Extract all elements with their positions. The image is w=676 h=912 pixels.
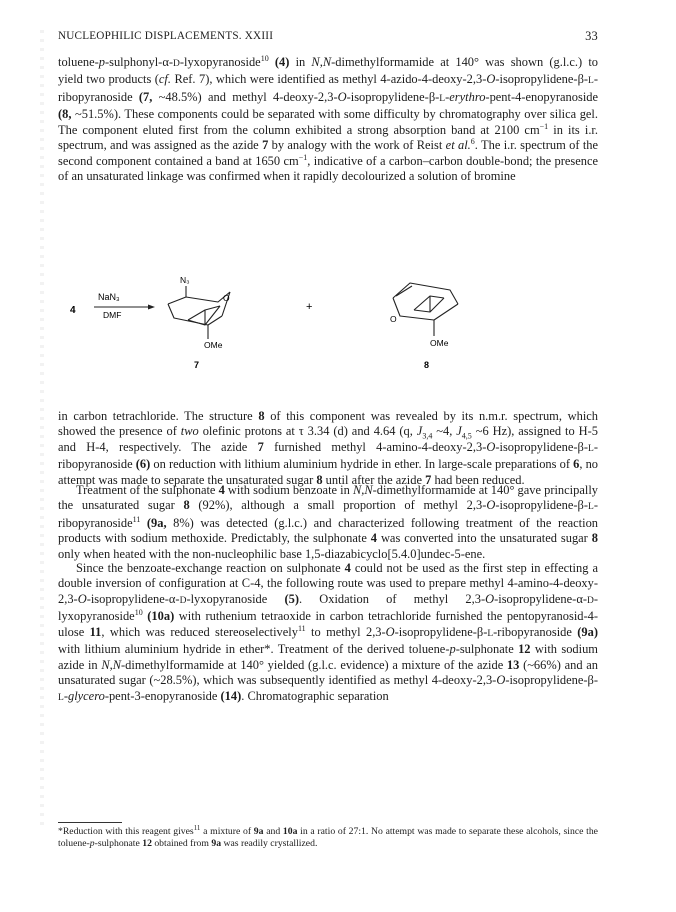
compound-ref: (4) — [274, 55, 290, 69]
reaction-scheme — [58, 268, 598, 386]
product-7-label: 7 — [194, 360, 200, 370]
scan-binding-edge — [40, 30, 44, 830]
paragraph-1: toluene-p-sulphonyl-α-D-lyxopyranoside$^{10}$ (4) in N,N-dimethylformamide at 140° was shown (g.l.c.) to yield two products (cf. Ref. 7), which were identified as methyl 4-azido-4-deoxy-2,3-O-isopropylidene-β-L-ribopyranoside (7, ~48.5%) and methyl 4-deoxy-2,3-O-isopropylidene-β-L-erythro-pent-4-enopyranoside (8, ~51.5%). These components could be separated with some difficulty by chromatography over silica gel. The component eluted first from the column exhibited a strong absorption band at 2100 $cm^{-1}$ in its i.r. spectrum, and was assigned as the azide 7 by analogy with the work of Reist et al.$^6$. The i.r. spectrum of the second component contained a band at 1650 $cm^{-1}$, indicative of a carbon–carbon double-bond; the presence of an unsaturated linkage was confirmed when it rapidly decolourized a solution of bromine — [58, 53, 599, 184]
paragraph-3: Treatment of the sulphonate 4 with sodium benzoate in N,N-dimethylformamide at 140° gave principally the unsaturated sugar 8 (92%), although a small proportion of methyl 2,3-O-isopropylidene-β-L-ribopyranoside$^{11}$ (9a, 8%) was detected (g.l.c.) and characterized following treatment of the reaction products with sodium methoxide. Predictably, the sulphonate 4 was converted into the unsaturated sugar 8 only when heated with the non-nucleophilic base 1,5-diazabicyclo[5.4.0]undec-5-ene. — [58, 483, 599, 561]
unsaturated-8-structure — [393, 283, 458, 336]
running-head-title: NUCLEOPHILIC DISPLACEMENTS. XXIII — [58, 30, 274, 42]
page-number: 33 — [585, 29, 598, 43]
ome-label-7: OMe — [204, 340, 223, 350]
paragraph-2: in carbon tetrachloride. The structure 8 of this component was revealed by its n.m.r. spectrum, which showed the presence of two olefinic protons at τ 3.34 (d) and 4.64 (q, $J_{3,4}$ ~4, $J_{4,5}$ ~6 Hz), assigned to H-5 and H-4, respectively. The azide 7 furnished methyl 4-amino-4-deoxy-2,3-O-isopropylidene-β-L-ribopyranoside (6) on reduction with lithium aluminium hydride in ether. In large-scale preparations of 6, no attempt was made to separate the unsaturated sugar 8 until after the azide 7 had been reduced. — [58, 409, 599, 487]
azide-7-structure — [168, 286, 230, 339]
ring-oxygen-label-8: O — [390, 314, 397, 324]
paragraph-4: Since the benzoate-exchange reaction on sulphonate 4 could not be used as the first step in effecting a double inversion of configuration at C-4, the following route was used to prepare methyl 4-amino-4-deoxy-2,3-O-isopropylidene-α-D-lyxopyranoside (5). Oxidation of methyl 2,3-O-isopropylidene-α-D-lyxopyranoside$^{10}$ (10a) with ruthenium tetraoxide in carbon tetrachloride furnished the pentopyranosid-4-ulose 11, which was reduced stereoselectively$^{11}$ to methyl 2,3-O-isopropylidene-β-L-ribopyranoside (9a) with lithium aluminium hydride in ether*. Treatment of the derived toluene-p-sulphonate 12 with sodium azide in N,N-dimethylformamide at 140° yielded (g.l.c. evidence) a mixture of the azide 13 (~66%) and an unsaturated sugar (~28.5%), which was subsequently identified as methyl 4-deoxy-2,3-O-isopropylidene-β-L-glycero-pent-3-enopyranoside (14). Chromatographic separation — [58, 561, 599, 703]
footnote-rule — [58, 822, 122, 823]
ome-label-8: OMe — [430, 338, 449, 348]
azide-n3-label: N₃ — [180, 275, 190, 285]
product-8-label: 8 — [424, 360, 430, 370]
reagent-top-label: NaN₃ — [98, 292, 120, 302]
reaction-arrowhead — [148, 305, 155, 310]
plus-sign: + — [306, 301, 313, 313]
footnote: *Reduction with this reagent gives$^{11}$ a mixture of 9a and 10a in a ratio of 27:1. No attempt was made to separate these alcohols, since the toluene-p-sulphonate 12 obtained from 9a was readily crystallized. — [58, 823, 598, 850]
reagent-bottom-label: DMF — [103, 310, 122, 320]
ring-oxygen-label: O — [223, 293, 230, 303]
reactant-label: 4 — [70, 305, 76, 316]
ref-superscript: 10 — [260, 53, 269, 63]
running-head — [58, 30, 598, 48]
